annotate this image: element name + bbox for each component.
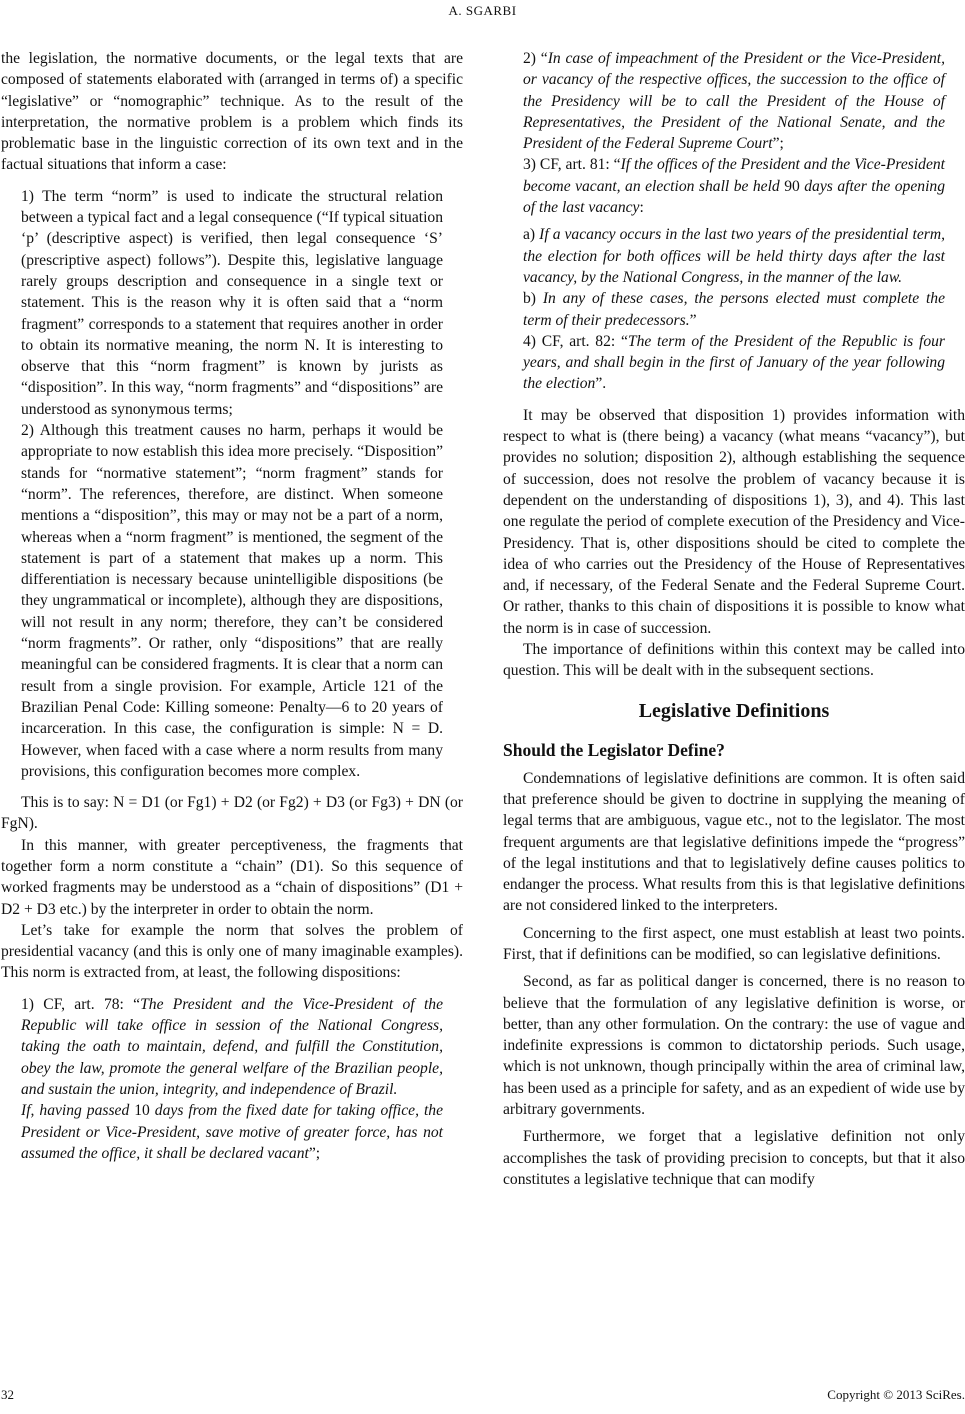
list-item-1: 1) The term “norm” is used to indicate the structural relation between a typical fact and a legal consequence (“If typical situation ‘p’ (descriptive aspect) is verified, then legal consequence ‘S’ (prescriptive aspect) follows”). Despite this, legislative language rarely groups description and consequence in a single text or statement. This is the reason why it is often said that a “norm fragment” corresponds to a statement that requires another in order to obtain its normative meaning, the norm N. It is interesting to observe that this “norm fragment” is known by jurists as “disposition”. In this way, “norm fragments” and “dispositions” are understood as synonymous terms;	[21, 187, 443, 418]
formula-paragraph: This is to say: N = D1 (or Fg1) + D2 (or Fg2) + D3 (or Fg3) + DN (or FgN).	[1, 794, 463, 833]
condemnations-paragraph: Condemnations of legislative definitions are common. It is often said that preference should be given to doctrine in supplying the meaning of legal terms that are ambiguous, vague etc., not to the legislator. The most frequent arguments are that legislative definitions impede the “progress” of the legal institutions and that to legislatively define causes politics to endanger the process. What results from this is that legislative definitions are not considered linked to the interpreters.	[503, 769, 965, 915]
disposition-3a	[523, 224, 945, 288]
disposition-3	[523, 154, 945, 218]
disposition-3-prefix: 3) CF, art. 81: “	[523, 156, 621, 174]
disposition-1-prefix: 1) CF, art. 78: “	[21, 995, 141, 1013]
disposition-1	[21, 994, 443, 1100]
disposition-3a-quote: If a vacancy occurs in the last two years of the presidential term, the election for both offices will be held thirty days after the last vacancy, by the National Congress, in the manner of the law.	[523, 226, 945, 286]
disposition-1b-quote-b: days from the fixed date for taking office, the President or Vice-President, save motive of greater force, has not assumed the office, it shall be declared vacant	[21, 1102, 443, 1162]
example-paragraph: Let’s take for example the norm that solves the problem of presidential vacancy (and this is only one of many imaginable examples). This norm is extracted from, at least, the following dispositions:	[1, 921, 463, 982]
disposition-3b-end: ”	[689, 311, 697, 329]
disposition-2-quote: In case of impeachment of the President or the Vice-President, or vacancy of the respective offices, the succession to the office of the Presidency will be to call the President of the House of Representatives, the President of the National Senate, and the President of the Federal Supreme Court	[523, 50, 945, 153]
chain-paragraph: In this manner, with greater perceptiveness, the fragments that together form a norm constitute a “chain” (D1). So this sequence of worked fragments may be understood as a “chain of dispositions” (D1 + D2 + D3 etc.) by the interpreter in order to obtain the norm.	[1, 836, 463, 918]
importance-paragraph: The importance of definitions within this context may be called into question. This will be dealt with in the subsequent sections.	[503, 641, 965, 680]
disposition-3b-quote: In any of these cases, the persons elected must complete the term of their predecessors.	[523, 290, 946, 329]
section-heading: Legislative Definitions	[638, 699, 830, 722]
disposition-2-prefix: 2) “	[523, 50, 548, 67]
disposition-3b	[523, 288, 945, 331]
disposition-2	[523, 48, 945, 154]
disposition-3-number: 90	[784, 177, 800, 195]
disposition-1b	[21, 1100, 443, 1164]
dispositions-list-left	[21, 994, 443, 1164]
running-head: A. SGARBI	[448, 3, 517, 18]
left-column	[1, 48, 463, 1164]
disposition-3-end: :	[639, 199, 644, 217]
disposition-3a-prefix: a)	[523, 226, 540, 244]
disposition-3-quote-2: days after the opening of the last vacancy	[523, 177, 945, 217]
intro-paragraph: the legislation, the normative documents, or the legal texts that are composed of statements elaborated with (arranged in terms of) a specific “legislative” or “nomographic” technique. As to the result of the interpretation, the normative problem is a problem which finds its problematic base in the linguistic correction of its own text and in the factual situations that inform a case:	[1, 50, 463, 174]
disposition-4-end: ”.	[595, 375, 607, 393]
disposition-3b-prefix: b)	[523, 290, 543, 308]
list-item-2: 2) Although this treatment causes no harm, perhaps it would be appropriate to now establish this idea more precisely. “Disposition” stands for “normative statement”; “norm fragment” stands for “norm”. The references, therefore, are distinct. When someone mentions a “disposition”, this may or may not be a part of a norm, whereas when a “norm fragment” is mentioned, the segment of the statement is part of a statement that makes up a norm. This differentiation is necessary because unintelligible dispositions (be they ungrammatical or incomplete), although they are dispositions, will not result in any norm; therefore, they can’t be considered “norm fragments”. Or rather, only “dispositions” that are really meaningful can be considered fragments. It is clear that a norm can result from a single provision. For example, Article 121 of the Brazilian Penal Code: Killing someone: Penalty—6 to 20 years of incarceration. In this case, the configuration is simple: N = D. However, when faced with a case where a norm results from many provisions, this configuration becomes more complex.	[21, 422, 443, 780]
disposition-2-end: ”;	[772, 135, 784, 153]
disposition-4-quote: The term of the President of the Republic is four years, and shall begin in the first of January of the year following the election	[523, 332, 945, 393]
disposition-1-quote: The President and the Vice-President of the Republic will take office in session of the National Congress, taking the oath to maintain, defend, and fulfill the Constitution, obey the law, promote the general welfare of the Brazilian people, and sustain the union, integrity, and independence of Brazil.	[21, 995, 443, 1098]
observation-paragraph: It may be observed that disposition 1) provides information with respect to what is (there being) a vacancy (what means “vacancy”), but provides no solution; disposition 2), although establishing the sequence of succession, does not resolve the problem of vacancy because it is dependent on the understanding of dispositions 1), 3), and 4). This last one regulate the period of complete execution of the Presidency and Vice-Presidency. That is, other dispositions should be cited to complete the idea of who carries out the Presidency of the House of Representatives and, if necessary, of the Federal Senate and the Federal Supreme Court. Or rather, thanks to this chain of dispositions it is possible to know what the norm is in case of succession.	[503, 406, 965, 637]
disposition-4	[523, 331, 945, 395]
subsection-heading: Should the Legislator Define?	[503, 739, 725, 760]
second-aspect-paragraph: Second, as far as political danger is concerned, there is no reason to believe that the formulation of any legislative definition is worse, or better, than any other formulation. On the contrary: the use of vague and indefinite expressions is common to dictatorship periods. Such usage, which is not unknown, though principally within the area of criminal law, has been used as a principle for safety, and as an expedient of wide use by arbitrary governments.	[503, 973, 965, 1119]
dispositions-list-right	[523, 48, 945, 395]
disposition-1b-end: ”;	[308, 1144, 321, 1162]
right-column	[503, 48, 965, 1190]
disposition-4-prefix: 4) CF, art. 82: “	[523, 332, 628, 350]
page-number: 32	[1, 1387, 14, 1402]
disposition-3-quote: If the offices of the President and the Vice-President become vacant, an election shall be held	[523, 156, 946, 195]
norm-definition-list	[21, 186, 443, 782]
furthermore-paragraph: Furthermore, we forget that a legislative definition not only accomplishes the task of providing precision to concepts, but that it also constitutes a legislative technique that can modify	[503, 1128, 965, 1188]
copyright-notice: Copyright © 2013 SciRes.	[827, 1387, 965, 1402]
first-aspect-paragraph: Concerning to the first aspect, one must establish at least two points. First, that if definitions can be modified, so can legislative definitions.	[503, 924, 965, 963]
disposition-1b-quote-a: If, having passed	[21, 1102, 135, 1120]
disposition-1b-number: 10	[134, 1102, 150, 1120]
